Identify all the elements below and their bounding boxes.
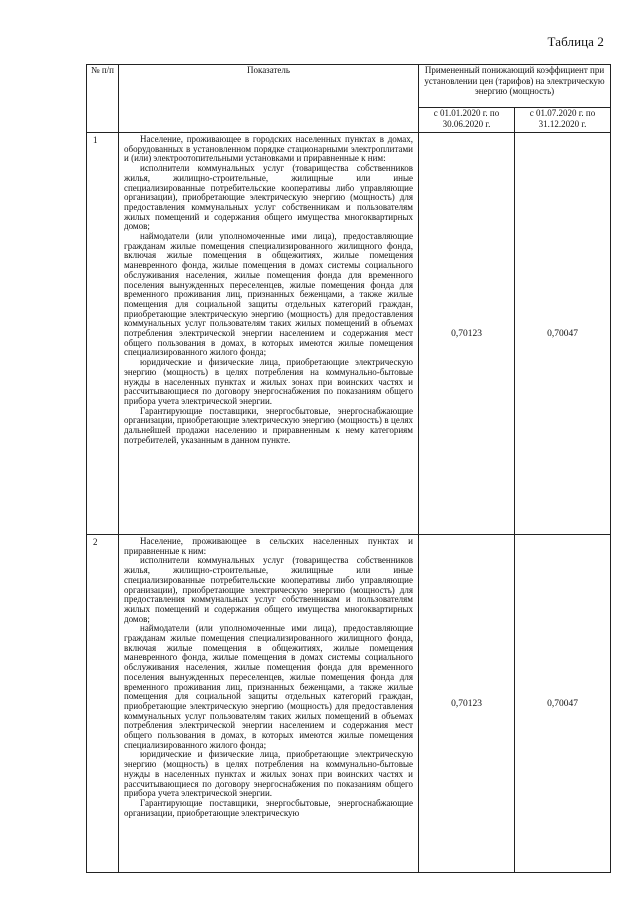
table-row xyxy=(87,133,611,535)
paragraph: Гарантирующие поставщики, энергосбытовые, энергоснабжающие организации, приобретающие электрическую xyxy=(124,797,413,818)
paragraph: юридические и физические лица, приобретающие электрическую энергию (мощность) в целях потребления на коммунально-бытовые нужды в населенных пунктах и жилых зонах при воинских частях и рассчитывающиеся по договору энергоснабжения по показаниям общего прибора учета электрической энергии. xyxy=(124,357,413,406)
paragraph: исполнители коммунальных услуг (товарищества собственников жилья, жилищно-строительные, жилищные или иные специализированные потребительские кооперативы либо управляющие организации), приобретающие электрическую энергию (мощность) для предоставления коммунальных услуг собственникам и пользователям жилых помещений и содержания общего имущества многоквартирных домов; xyxy=(124,163,413,232)
table-caption: Таблица 2 xyxy=(547,34,604,49)
paragraph: Население, проживающее в сельских населенных пунктах и приравненные к ним: xyxy=(124,537,413,556)
paragraph: Гарантирующие поставщики, энергосбытовые, энергоснабжающие организации, приобретающие электрическую энергию (мощность) в целях дальнейшей продажи населению и приравненным к нему категориям потребителей, указанным в данном пункте. xyxy=(124,405,413,445)
paragraph: юридические и физические лица, приобретающие электрическую энергию (мощность) в целях потребления на коммунально-бытовые нужды в населенных пунктах и жилых зонах при воинских частях и рассчитывающиеся по договору энергоснабжения по показаниям общего прибора учета электрической энергии. xyxy=(124,749,413,799)
header-indicator: Показатель xyxy=(119,65,419,133)
header-period-2: с 01.07.2020 г. по 31.12.2020 г. xyxy=(515,108,611,133)
row-indicator-text xyxy=(119,535,419,873)
row-indicator-text xyxy=(119,133,419,535)
paragraph: наймодатели (или уполномоченные ими лица), предоставляющие гражданам жилые помещения специализированного жилищного фонда, включая жилые помещения в общежитиях, жилые помещения маневренного фонда, жилые помещения в домах системы социального обслуживания населения, жилые помещения фонда для временного поселения вынужденных переселенцев, жилые помещения фонда для временного проживания лиц, признанных беженцами, а также жилые помещения для социальной защиты отдельных категорий граждан, приобретающие электрическую энергию (мощность) для предоставления коммунальных услуг пользователям таких жилых помещений в объемах потребления электрической энергии населением и содержания мест общего пользования в домах, в которых имеются жилые помещения специализированного жилого фонда; xyxy=(124,231,413,358)
table-row xyxy=(87,535,611,873)
paragraph: наймодатели (или уполномоченные ими лица), предоставляющие гражданам жилые помещения специализированного жилищного фонда, включая жилые помещения в общежитиях, жилые помещения маневренного фонда, жилые помещения в домах системы социального обслуживания населения, жилые помещения фонда для временного поселения вынужденных переселенцев, жилые помещения фонда для временного проживания лиц, признанных беженцами, а также жилые помещения для социальной защиты отдельных категорий граждан, приобретающие электрическую энергию (мощность) для предоставления коммунальных услуг пользователям таких жилых помещений в объемах потребления электрической энергии населением и содержания мест общего пользования в домах, в которых имеются жилые помещения специализированного жилого фонда; xyxy=(124,623,413,750)
header-number: № п/п xyxy=(87,65,119,133)
row-number: 2 xyxy=(87,535,119,873)
row-number: 1 xyxy=(87,133,119,535)
paragraph: Население, проживающее в городских населенных пунктах в домах, оборудованных в установленном порядке стационарными электроплитами и (или) электроотопительными установками и приравненные к ним: xyxy=(124,135,413,164)
coefficient-value-period-2: 0,70047 xyxy=(515,133,611,535)
header-coefficient: Примененный понижающий коэффициент при установлении цен (тарифов) на электрическую энергию (мощность) xyxy=(419,65,611,108)
coefficient-value-period-1: 0,70123 xyxy=(419,133,515,535)
coefficient-value-period-1: 0,70123 xyxy=(419,535,515,873)
header-period-1: с 01.01.2020 г. по 30.06.2020 г. xyxy=(419,108,515,133)
tariff-coefficient-table xyxy=(86,64,611,873)
paragraph: исполнители коммунальных услуг (товарищества собственников жилья, жилищно-строительные, жилищные или иные специализированные потребительские кооперативы либо управляющие организации), приобретающие электрическую энергию (мощность) для предоставления коммунальных услуг собственникам и пользователям жилых помещений и содержания общего имущества многоквартирных домов; xyxy=(124,555,413,624)
coefficient-value-period-2: 0,70047 xyxy=(515,535,611,873)
